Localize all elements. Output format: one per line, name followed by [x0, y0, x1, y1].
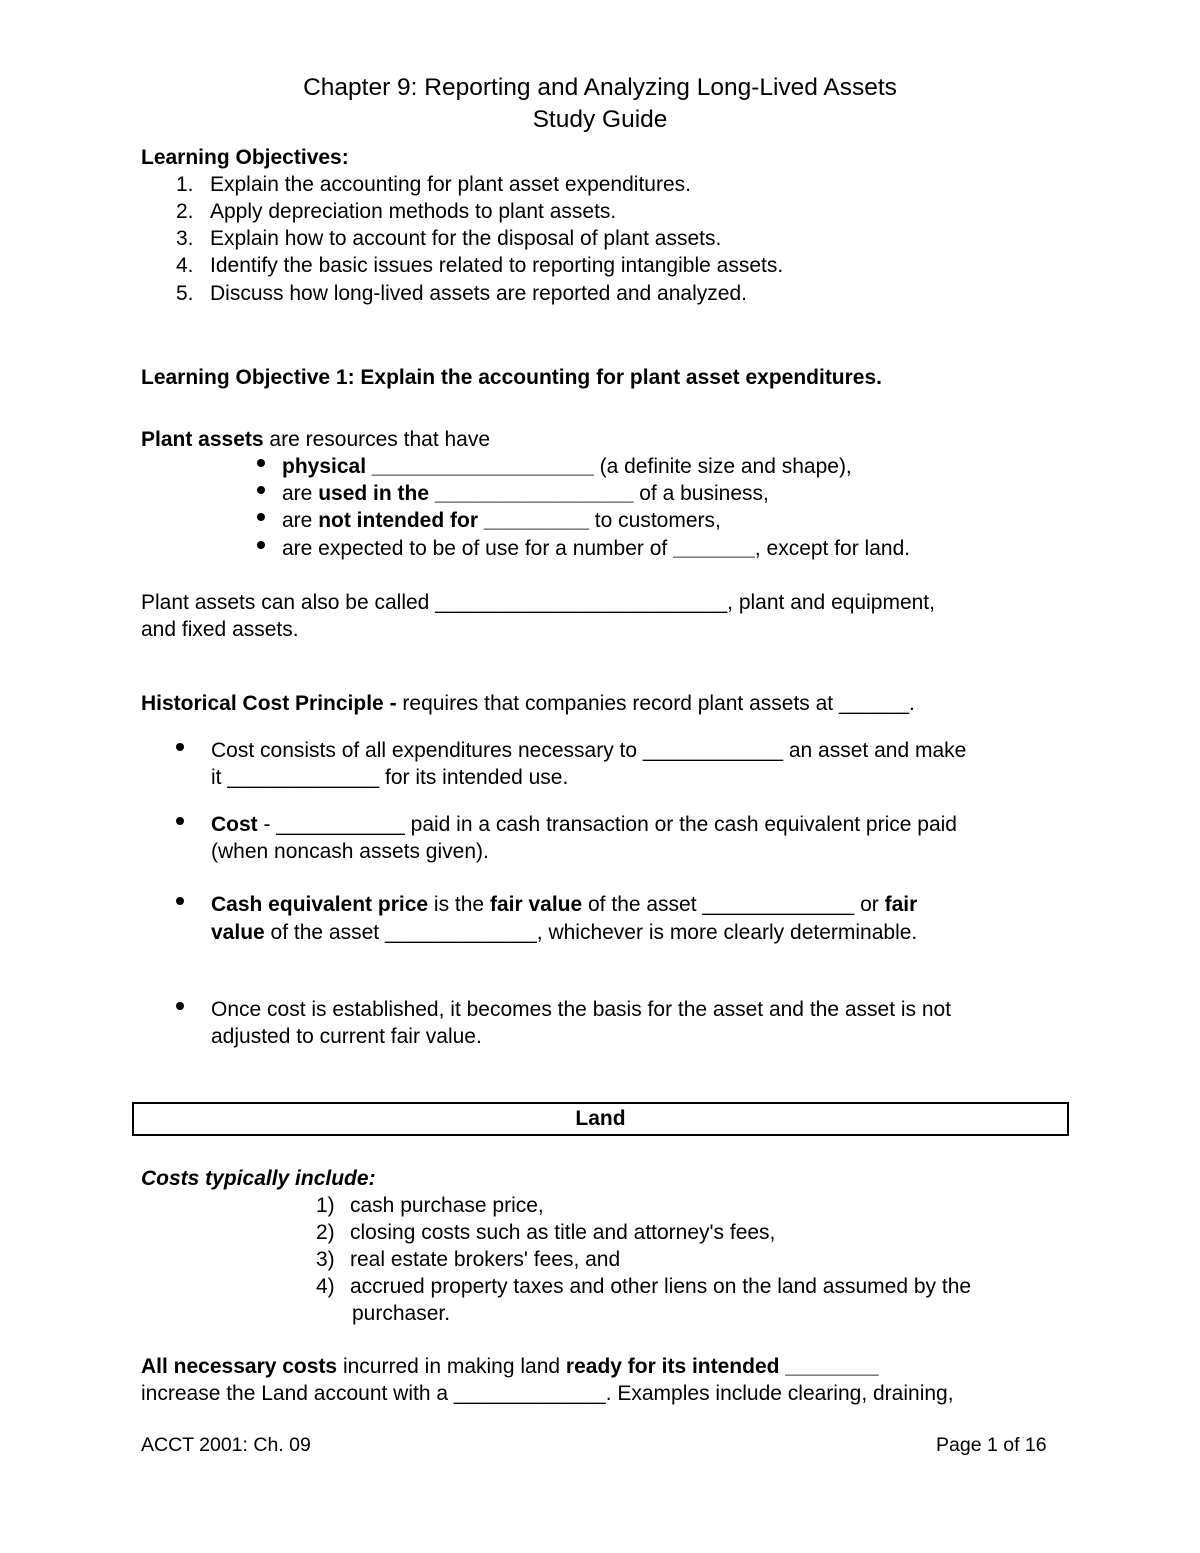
land-cost-item: 1) cash purchase price, — [316, 1194, 544, 1217]
historical-point-cont: it _____________ for its intended use. — [211, 766, 569, 789]
historical-point: Once cost is established, it becomes the basis for the asset and the asset is not — [211, 998, 952, 1021]
plant-assets-intro: Plant assets are resources that have — [141, 428, 491, 451]
bullet-icon — [176, 817, 184, 825]
land-cost-item: 2) closing costs such as title and attorney's fees, — [316, 1221, 776, 1244]
objective-item: 5. Discuss how long-lived assets are reported and analyzed. — [176, 282, 747, 305]
land-cost-item: 4) accrued property taxes and other liens on the land assumed by the — [316, 1275, 972, 1298]
historical-point-cont: value of the asset _____________, whichever is more clearly determinable. — [211, 921, 918, 944]
bullet-icon — [257, 459, 265, 467]
historical-cost-heading: Historical Cost Principle - requires that companies record plant assets at ______. — [141, 692, 915, 715]
objective-item: 3. Explain how to account for the disposal of plant assets. — [176, 227, 722, 250]
historical-point-cont: adjusted to current fair value. — [211, 1025, 482, 1048]
plant-bullet: physical ___________________ (a definite size and shape), — [282, 455, 852, 478]
objectives-heading: Learning Objectives: — [141, 146, 349, 169]
land-costs-heading: Costs typically include: — [141, 1167, 376, 1190]
bullet-icon — [176, 1002, 184, 1010]
footer-course: ACCT 2001: Ch. 09 — [141, 1434, 311, 1456]
historical-point: Cost consists of all expenditures necessary to ____________ an asset and make — [211, 739, 967, 762]
land-cost-item: 3) real estate brokers' fees, and — [316, 1248, 621, 1271]
land-necessary-costs-cont: increase the Land account with a _____________. Examples include clearing, draining, — [141, 1382, 954, 1405]
objective-item: 1. Explain the accounting for plant asset expenditures. — [176, 173, 691, 196]
bullet-icon — [257, 486, 265, 494]
plant-bullet: are not intended for _________ to customers, — [282, 509, 721, 532]
footer-page-number: Page 1 of 16 — [936, 1434, 1047, 1456]
land-section-header: Land — [132, 1102, 1069, 1136]
land-necessary-costs: All necessary costs incurred in making land ready for its intended ________ — [141, 1355, 879, 1378]
lo1-heading: Learning Objective 1: Explain the accounting for plant asset expenditures. — [141, 366, 882, 389]
bullet-icon — [257, 541, 265, 549]
plant-assets-aka: Plant assets can also be called _________________________, plant and equipment, — [141, 591, 935, 614]
plant-bullet: are expected to be of use for a number of _______, except for land. — [282, 537, 911, 560]
objective-item: 2. Apply depreciation methods to plant assets. — [176, 200, 617, 223]
land-cost-item-cont: purchaser. — [352, 1302, 451, 1325]
bullet-icon — [257, 513, 265, 521]
plant-assets-aka-cont: and fixed assets. — [141, 618, 299, 641]
objective-item: 4. Identify the basic issues related to reporting intangible assets. — [176, 254, 784, 277]
historical-point: Cash equivalent price is the fair value of the asset _____________ or fair — [211, 893, 918, 916]
document-title: Chapter 9: Reporting and Analyzing Long-Lived Assets — [303, 74, 897, 101]
document-subtitle: Study Guide — [532, 106, 668, 133]
bullet-icon — [176, 743, 184, 751]
bullet-icon — [176, 897, 184, 905]
plant-bullet: are used in the _________________ of a business, — [282, 482, 769, 505]
historical-point: Cost - ___________ paid in a cash transaction or the cash equivalent price paid — [211, 813, 957, 836]
historical-point-cont: (when noncash assets given). — [211, 840, 489, 863]
